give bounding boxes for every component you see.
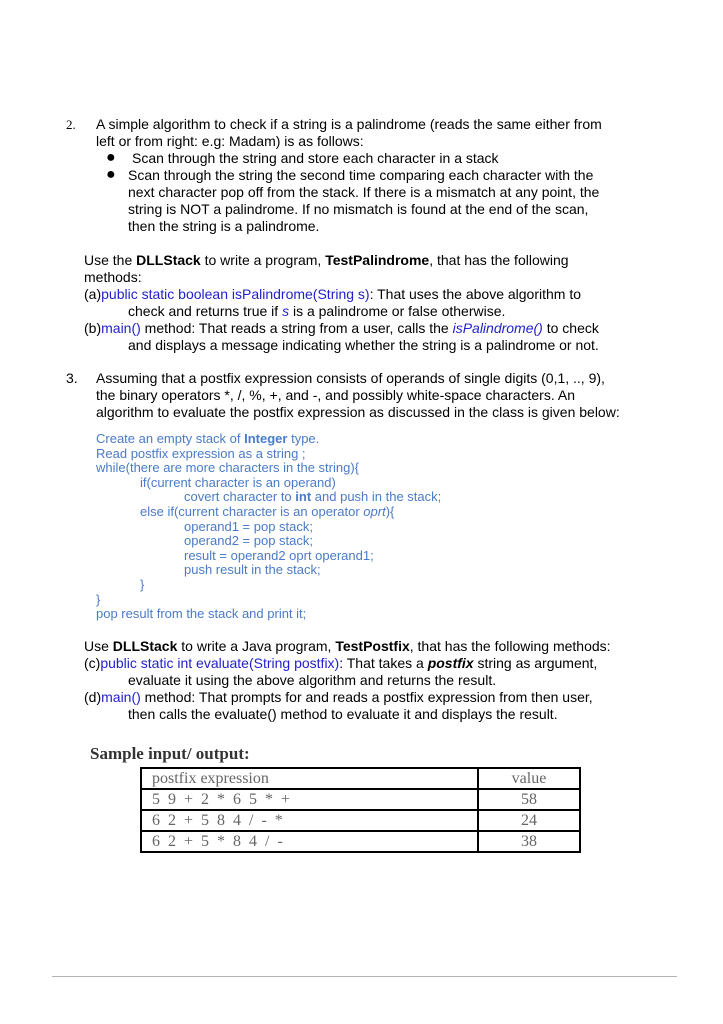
- row-value: 38: [478, 831, 580, 852]
- code-line-5: covert character to int and push in the stack;: [184, 489, 442, 505]
- q3-intro-line2: the binary operators *, /, %, +, and -, and possibly white-space characters. An: [96, 387, 575, 403]
- q2-bullet1: Scan through the string and store each character in a stack: [132, 150, 499, 166]
- q2-intro-line1: A simple algorithm to check if a string is a palindrome (reads the same either from: [96, 116, 602, 132]
- code-line-2: Read postfix expression as a string ;: [96, 445, 306, 461]
- q2-bullet2-line4: then the string is a palindrome.: [128, 218, 320, 234]
- row-value: 24: [478, 810, 580, 831]
- code-line-4: if(current character is an operand): [140, 474, 336, 490]
- header-value: value: [478, 768, 580, 789]
- q2-method-b-line2: and displays a message indicating whether the string is a palindrome or not.: [128, 337, 599, 353]
- q2-use-line: Use the DLLStack to write a program, TestPalindrome, that has the following: [84, 252, 569, 268]
- table-row: [141, 789, 580, 810]
- q3-method-d-line2: then calls the evaluate() method to evaluate it and displays the result.: [128, 706, 558, 722]
- q3-method-c: (c)public static int evaluate(String postfix): That takes a postfix string as argument,: [84, 655, 598, 671]
- row-expression: 5 9 + 2 * 6 5 * +: [141, 789, 478, 810]
- footer-divider: [52, 976, 677, 977]
- q3-intro-line3: algorithm to evaluate the postfix expression as discussed in the class is given below:: [96, 404, 620, 420]
- bullet-icon: ●: [106, 166, 116, 183]
- q3-method-c-line2: evaluate it using the above algorithm and returns the result.: [128, 672, 497, 688]
- code-line-9: result = operand2 oprt operand1;: [184, 547, 374, 563]
- q2-bullet2-line1: Scan through the string the second time comparing each character with the: [128, 167, 594, 183]
- q2-method-a-line2: check and returns true if s is a palindrome or false otherwise.: [128, 303, 506, 319]
- bullet-icon: ●: [106, 149, 116, 166]
- q2-number: 2.: [66, 117, 76, 132]
- q3-intro-line1: Assuming that a postfix expression consists of operands of single digits (0,1, .., 9),: [96, 370, 605, 386]
- code-line-8: operand2 = pop stack;: [184, 533, 314, 549]
- q2-bullet2-line2: next character pop off from the stack. If there is a mismatch at any point, the: [128, 184, 600, 200]
- header-expression: postfix expression: [141, 768, 478, 789]
- q2-bullet2-line3: string is NOT a palindrome. If no mismatch is found at the end of the scan,: [128, 201, 589, 217]
- row-expression: 6 2 + 5 * 8 4 / -: [141, 831, 478, 852]
- code-line-3: while(there are more characters in the string){: [96, 460, 360, 476]
- code-line-11: }: [140, 577, 145, 592]
- q2-intro-line2: left or from right: e.g: Madam) is as follows:: [96, 133, 364, 149]
- table-row: [141, 810, 580, 831]
- code-line-6: else if(current character is an operator oprt){: [140, 504, 395, 519]
- table-header-row: [141, 768, 580, 789]
- sample-table: [140, 767, 581, 853]
- code-line-1: Create an empty stack of Integer type.: [96, 431, 320, 446]
- sample-title: Sample input/ output:: [90, 744, 250, 763]
- q3-use-line: Use DLLStack to write a Java program, TestPostfix, that has the following methods:: [84, 638, 611, 654]
- code-line-12: }: [96, 591, 101, 607]
- code-line-13: pop result from the stack and print it;: [96, 606, 307, 622]
- q2-method-b: (b)main() method: That reads a string from a user, calls the isPalindrome() to check: [84, 320, 599, 336]
- q3-number: 3.: [66, 370, 78, 386]
- q3-method-d: (d)main() method: That prompts for and reads a postfix expression from then user,: [84, 689, 593, 705]
- q2-methods-label: methods:: [84, 269, 142, 285]
- code-line-10: push result in the stack;: [184, 562, 321, 578]
- row-expression: 6 2 + 5 8 4 / - *: [141, 810, 478, 831]
- q2-method-a: (a)public static boolean isPalindrome(String s): That uses the above algorithm to: [84, 286, 582, 302]
- table-row: [141, 831, 580, 852]
- row-value: 58: [478, 789, 580, 810]
- code-line-7: operand1 = pop stack;: [184, 518, 314, 534]
